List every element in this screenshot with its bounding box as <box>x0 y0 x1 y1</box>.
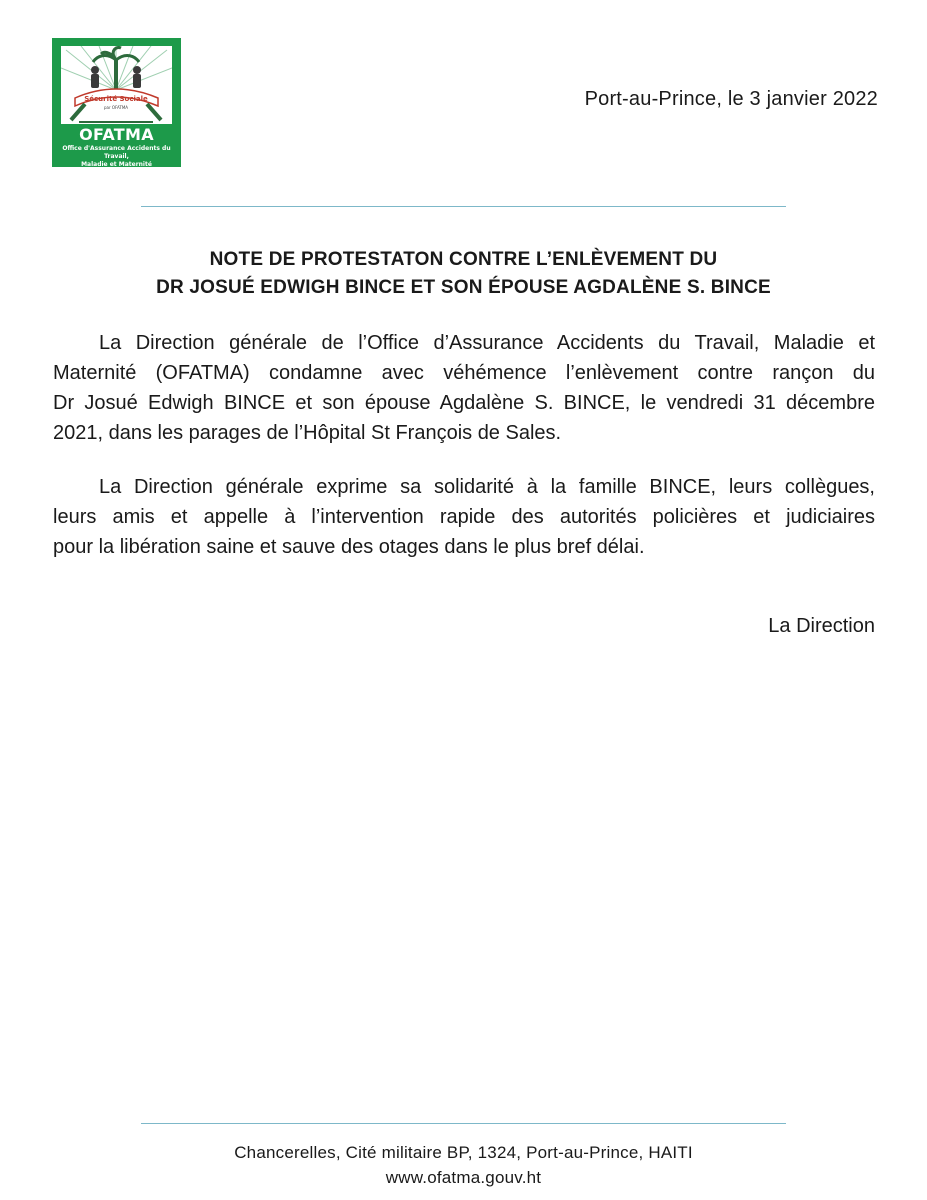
footer-website-link[interactable]: www.ofatma.gouv.ht <box>385 1168 542 1187</box>
paragraph-1 <box>53 328 875 448</box>
signature: La Direction <box>768 615 875 637</box>
footer-address: Chancerelles, Cité militaire BP, 1324, Port-au-Prince, HAITI <box>234 1143 693 1162</box>
paragraph-2-line: leurs amis et appelle à l’intervention rapide des autorités policières et judiciaires <box>53 506 875 528</box>
emblem-text: Sécurité Sociale <box>84 95 148 103</box>
emblem-small-text: par OFATMA <box>103 105 129 110</box>
paragraph-2-line: La Direction générale exprime sa solidarité à la famille BINCE, leurs collègues, <box>99 476 875 498</box>
ofatma-logo <box>52 38 181 167</box>
paragraph-1-line: 2021, dans les parages de l’Hôpital St François de Sales. <box>53 422 562 444</box>
logo-subtitle-line1: Office d'Assurance Accidents du Travail, <box>62 145 171 160</box>
document-date: Port-au-Prince, le 3 janvier 2022 <box>584 88 878 110</box>
paragraph-2-line: pour la libération saine et sauve des otages dans le plus bref délai. <box>53 536 645 558</box>
logo-subtitle <box>57 145 176 169</box>
footer-divider <box>141 1123 786 1124</box>
title-line-1: NOTE DE PROTESTATON CONTRE L’ENLÈVEMENT DU <box>209 249 718 270</box>
paragraph-1-line: Maternité (OFATMA) condamne avec véhémence l’enlèvement contre rançon du <box>53 362 875 384</box>
paragraph-1-line: La Direction générale de l’Office d’Assurance Accidents du Travail, Maladie et <box>99 332 875 354</box>
paragraph-1-line: Dr Josué Edwigh BINCE et son épouse Agdalène S. BINCE, le vendredi 31 décembre <box>53 392 875 414</box>
document-title <box>40 246 887 302</box>
footer <box>0 1140 927 1190</box>
logo-name: OFATMA <box>79 125 154 144</box>
social-security-emblem-icon <box>61 46 172 124</box>
paragraph-2 <box>53 472 875 562</box>
header-divider <box>141 206 786 207</box>
title-line-2: DR JOSUÉ EDWIGH BINCE ET SON ÉPOUSE AGDALÈNE S. BINCE <box>156 277 771 298</box>
logo-subtitle-line2: Maladie et Maternité <box>81 161 152 168</box>
